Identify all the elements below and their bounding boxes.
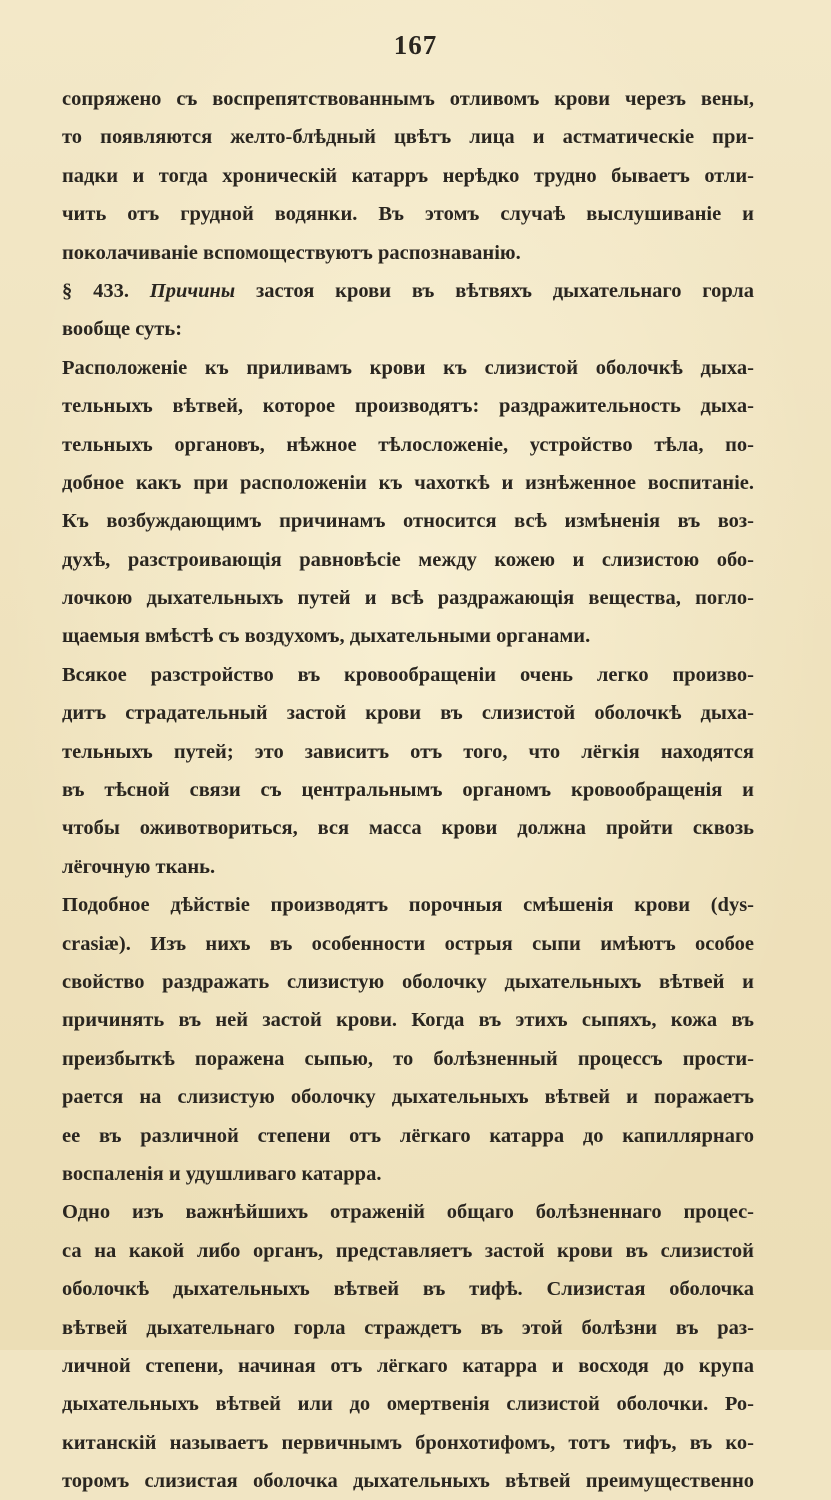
text-line: Къ возбуждающимъ причинамъ относится всѣ измѣненія въ воз- — [62, 510, 754, 533]
section-heading-line — [62, 272, 754, 310]
text-line: лёгочную ткань. — [62, 855, 216, 878]
text-line: дыхательныхъ вѣтвей или до омертвенія слизистой оболочки. Ро- — [62, 1393, 754, 1416]
text-line: са на какой либо органъ, представляетъ застой крови въ слизистой — [62, 1239, 754, 1262]
text-line: добное какъ при расположеніи къ чахоткѣ и изнѣженное воспитаніе. — [62, 471, 754, 494]
text-line: чить отъ грудной водянки. Въ этомъ случаѣ выслушиваніе и — [62, 203, 754, 226]
text-line: Всякое разстройство въ кровообращеніи очень легко произво- — [62, 663, 754, 686]
text-line: лочкою дыхательныхъ путей и всѣ раздражающія вещества, погло- — [62, 587, 754, 610]
text-line: личной степени, начиная отъ лёгкаго катарра и восходя до крупа — [62, 1354, 754, 1377]
text-line: crasiæ). Изъ нихъ въ особенности острыя сыпи имѣютъ особое — [62, 932, 754, 955]
body-text — [62, 80, 754, 1500]
text-line: оболочкѣ дыхательныхъ вѣтвей въ тифѣ. Слизистая оболочка — [62, 1278, 754, 1301]
text-line: падки и тогда хроническій катарръ нерѣдко трудно бываетъ отли- — [62, 164, 754, 187]
text-line: Подобное дѣйствіе производятъ порочныя смѣшенія крови (dys- — [62, 894, 754, 917]
text-line: поколачиваніе вспомоществуютъ распознаванію. — [62, 241, 521, 264]
text-line: ее въ различной степени отъ лёгкаго катарра до капиллярнаго — [62, 1124, 754, 1147]
text-line: то появляются желто-блѣдный цвѣтъ лица и астматическіе при- — [62, 126, 754, 149]
text-line: торомъ слизистая оболочка дыхательныхъ вѣтвей преимущественно — [62, 1470, 754, 1493]
text-line: китанскій называетъ первичнымъ бронхотифомъ, тотъ тифъ, въ ко- — [62, 1431, 754, 1454]
text-line: воспаленія и удушливаго катарра. — [62, 1162, 382, 1185]
text-line: духѣ, разстроивающія равновѣсіе между кожею и слизистою обо- — [62, 548, 754, 571]
text-line: сопряжено съ воспрепятствованнымъ отливомъ крови черезъ вены, — [62, 88, 754, 110]
text-line: вѣтвей дыхательнаго горла страждетъ въ этой болѣзни въ раз- — [62, 1316, 754, 1339]
text-line: причинять въ ней застой крови. Когда въ этихъ сыпяхъ, кожа въ — [62, 1009, 754, 1032]
text-line: въ тѣсной связи съ центральнымъ органомъ кровообращенія и — [62, 779, 754, 802]
text-line: тельныхъ органовъ, нѣжное тѣлосложеніе, устройство тѣла, по- — [62, 433, 754, 456]
text-line: преизбыткѣ поражена сыпью, то болѣзненный процессъ прости- — [62, 1047, 754, 1070]
section-keyword: Причины — [149, 279, 236, 302]
text-line: щаемыя вмѣстѣ съ воздухомъ, дыхательными органами. — [62, 625, 591, 648]
text-line: свойство раздражать слизистую оболочку дыхательныхъ вѣтвей и — [62, 970, 754, 993]
text-line: чтобы оживотвориться, вся масса крови должна пройти сквозь — [62, 817, 754, 840]
text-line: вообще суть: — [62, 318, 183, 341]
section-heading-rest: застоя крови въ вѣтвяхъ дыхательнаго горла — [235, 279, 754, 302]
page-number: 167 — [393, 30, 438, 60]
text-line: тельныхъ вѣтвей, которое производятъ: раздражительность дыха- — [62, 395, 754, 418]
text-line: Расположеніе къ приливамъ крови къ слизистой оболочкѣ дыха- — [62, 356, 754, 379]
text-line: тельныхъ путей; это зависитъ отъ того, что лёгкія находятся — [62, 740, 754, 763]
section-number: § 433. — [62, 279, 150, 302]
text-line: рается на слизистую оболочку дыхательныхъ вѣтвей и поражаетъ — [62, 1086, 754, 1109]
text-line: Одно изъ важнѣйшихъ отраженій общаго болѣзненнаго процес- — [62, 1201, 754, 1224]
text-line: дитъ страдательный застой крови въ слизистой оболочкѣ дыха- — [62, 702, 754, 725]
